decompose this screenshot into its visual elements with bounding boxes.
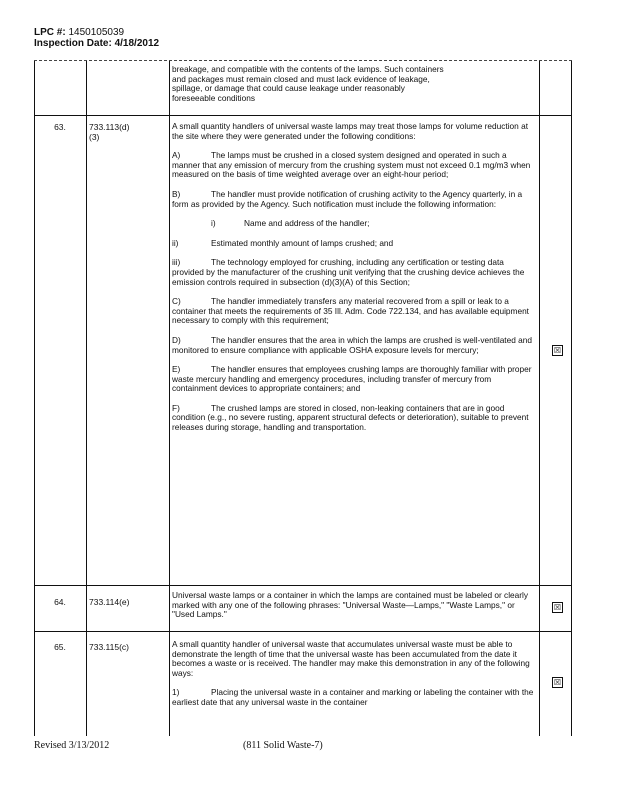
subitem-label: ii) (172, 237, 179, 248)
item-label: F) (172, 402, 180, 413)
row-number: 65. (54, 642, 66, 652)
lpc-line (34, 27, 159, 38)
item-text: The handler must provide notification of crushing activity to the Agency quarterly, in a form as provided by the Agency. Such notification must include the following information: (172, 188, 523, 209)
item-paragraph (172, 365, 536, 394)
item-text: The handler ensures that the area in which the lamps are crushed is well-ventilated and monitored to ensure compliance with applicable OSHA exposure levels for mercury; (172, 334, 532, 355)
item-paragraph (172, 688, 536, 707)
subitem-text: Name and address of the handler; (244, 218, 370, 229)
item-label: C) (172, 296, 181, 307)
lpc-value: 1450105039 (68, 27, 125, 38)
item-label: D) (172, 334, 181, 345)
section-ref-line: 733.113(d) (89, 122, 130, 132)
text-line: spillage, or damage that could cause leakage under reasonably (172, 83, 405, 94)
lpc-label: LPC #: (34, 27, 66, 38)
section-ref-line: (3) (89, 132, 100, 142)
item-text: The handler ensures that employees crushing lamps are thoroughly familiar with proper waste mercury handling and emergency procedures, including transfer of mercury from containment devices to appropriate containers; and (172, 364, 532, 394)
item-paragraph (172, 336, 536, 355)
subitem-label: i) (211, 218, 216, 229)
text-line: and packages must remain closed and must lack evidence of leakage, (172, 73, 430, 84)
table-top-border (34, 60, 572, 61)
inspection-table (34, 60, 572, 736)
col-divider-1 (86, 60, 87, 736)
date-line (34, 38, 159, 49)
compliance-checkbox[interactable]: ☒ (553, 678, 562, 687)
text-line: foreseeable conditions (172, 92, 256, 103)
row-divider (34, 115, 572, 116)
subitem-label: iii) (172, 257, 181, 268)
compliance-checkbox[interactable]: ☒ (553, 346, 562, 355)
subitem-text: Estimated monthly amount of lamps crushed; and (211, 237, 394, 248)
item-label: E) (172, 364, 181, 375)
section-ref (89, 122, 169, 142)
footer-form: (811 Solid Waste-7) (243, 740, 323, 751)
requirement-text: Universal waste lamps or a container in which the lamps are contained must be labeled or clearly marked with any one of the following phrases: "Universal Waste—Lamps," "Waste Lamps," or "Used Lamps." (172, 590, 529, 620)
row-divider (34, 631, 572, 632)
item-label: A) (172, 150, 181, 161)
subitem-paragraph (172, 258, 536, 287)
item-text: The crushed lamps are stored in closed, non-leaking containers that are in good condition (e.g., no severe rusting, apparent structural defects or deterioration), suitable to prevent releases during storage, handling and transportation. (172, 402, 529, 433)
section-ref: 733.115(c) (89, 642, 130, 652)
item-label: 1) (172, 687, 180, 698)
row-divider (34, 585, 572, 586)
item-paragraph (172, 151, 536, 180)
section-ref: 733.114(e) (89, 597, 130, 607)
item-paragraph (172, 404, 536, 433)
item-text: Placing the universal waste in a container and marking or labeling the container with the earliest date that any universal waste in the container (172, 687, 534, 707)
col-divider-2 (169, 60, 170, 736)
intro-paragraph: A small quantity handler of universal waste that accumulates universal waste must be able to demonstrate the length of time that the universal waste has been accumulated from the date it becomes a waste or is received. The handler may make this demonstration in any of the following ways: (172, 639, 530, 678)
subitem-paragraph (172, 239, 536, 249)
item-paragraph (172, 297, 536, 326)
table-border-right (571, 60, 572, 736)
compliance-checkbox[interactable]: ☒ (553, 603, 562, 612)
intro-paragraph: A small quantity handlers of universal waste lamps may treat those lamps for volume reduction at the site where they were generated under the following conditions: (172, 121, 529, 141)
col-divider-3 (539, 60, 540, 736)
row-number: 64. (54, 597, 66, 607)
subitem-text: The technology employed for crushing, including any certification or testing data provided by the manufacturer of the crushing unit verifying that the crushing device achieves the emission controls required in subsection (d)(3)(A) of this Section; (172, 257, 525, 287)
item-label: B) (172, 188, 181, 199)
footer-revised: Revised 3/13/2012 (34, 740, 110, 751)
row-number: 63. (54, 122, 66, 132)
text-line: breakage, and compatible with the contents of the lamps. Such containers (172, 64, 444, 74)
requirement-text (172, 640, 536, 708)
item-text: The lamps must be crushed in a closed system designed and operated in such a manner that any emission of mercury from the crushing system must not exceed 0.1 mg/m3 when measured on the basis of time weighted average over an eight-hour period; (172, 150, 531, 180)
item-paragraph (172, 190, 536, 209)
subitem-paragraph (172, 219, 536, 229)
date-label: Inspection Date: (34, 38, 112, 49)
item-text: The handler immediately transfers any material recovered from a spill or leak to a container that meets the requirements of 35 Ill. Adm. Code 722.134, and has available equipment necessary to comply with this requirement; (172, 296, 529, 326)
continuation-text (172, 65, 536, 103)
page-header (34, 27, 159, 49)
date-value: 4/18/2012 (114, 38, 160, 49)
table-border-left (34, 60, 35, 736)
requirement-text (172, 122, 536, 433)
